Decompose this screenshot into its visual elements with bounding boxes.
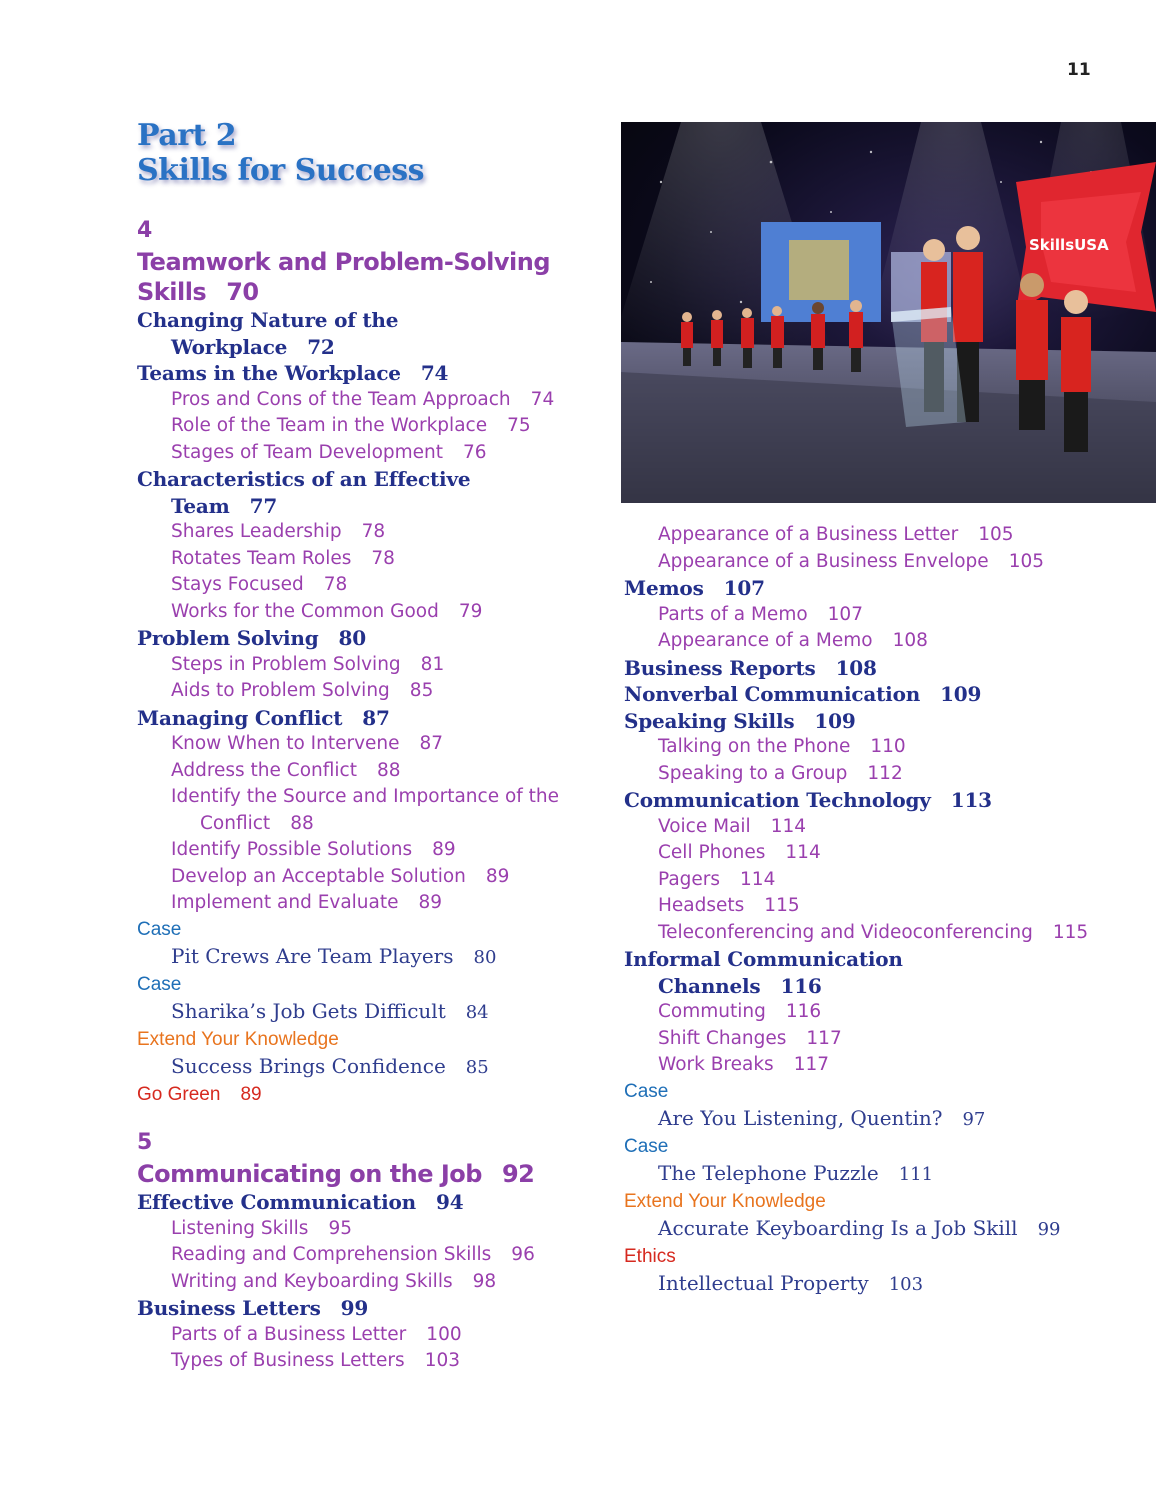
subsection-title: Work Breaks (658, 1054, 774, 1075)
page-ref: 78 (323, 574, 348, 595)
feature-label-case: Case (624, 1080, 669, 1102)
section-title: Characteristics of an Effective (137, 467, 471, 491)
chapter-title-line: Communicating on the Job (137, 1160, 482, 1188)
toc-subsection[interactable] (137, 1269, 587, 1296)
section-title: Business Letters (137, 1296, 321, 1320)
toc-section[interactable] (624, 946, 1124, 999)
section-title: Speaking Skills (624, 708, 795, 733)
toc-subsection[interactable] (624, 1052, 1124, 1079)
subsection-title: Pros and Cons of the Team Approach (171, 388, 511, 410)
page-ref: 108 (892, 630, 928, 651)
page-ref: 114 (740, 868, 776, 890)
subsection-title: Develop an Acceptable Solution (171, 865, 466, 887)
toc-section[interactable] (624, 575, 1124, 602)
page-ref: 88 (376, 759, 401, 781)
feature-label-case: Case (624, 1135, 669, 1157)
page-ref: 103 (424, 1350, 460, 1371)
page-ref: 74 (420, 361, 449, 385)
subsection-title: Shares Leadership (171, 521, 342, 542)
subsection-title: Types of Business Letters (171, 1350, 405, 1371)
section-title: Changing Nature of the (137, 308, 399, 332)
subsection-title: Appearance of a Memo (658, 630, 873, 651)
chapter-title[interactable] (137, 1159, 587, 1189)
toc-subsection[interactable] (624, 628, 1124, 655)
subsection-title: Parts of a Business Letter (171, 1323, 407, 1345)
toc-subsection[interactable] (137, 1348, 587, 1375)
feature-title: Success Brings Confidence (171, 1054, 446, 1078)
section-title: Informal Communication (624, 947, 903, 971)
subsection-title: Identify Possible Solutions (171, 839, 413, 860)
toc-subsection[interactable] (624, 549, 1124, 576)
feature-title: Intellectual Property (658, 1271, 869, 1295)
feature-label-extend: Extend Your Knowledge (624, 1190, 826, 1212)
toc-subsection[interactable] (137, 572, 587, 599)
subsection-title: Teleconferencing and Videoconferencing (658, 921, 1033, 943)
feature-title: Pit Crews Are Team Players (171, 944, 454, 968)
page-ref: 107 (723, 576, 765, 600)
go-green-entry[interactable] (137, 1082, 587, 1109)
feature-title: The Telephone Puzzle (658, 1161, 879, 1185)
page-ref: 80 (473, 947, 497, 968)
toc-subsection[interactable] (624, 920, 1124, 947)
chapter-number: 5 (137, 1130, 153, 1155)
page-ref: 103 (888, 1274, 924, 1295)
chapter-number: 4 (137, 218, 153, 243)
toc-subsection[interactable] (137, 890, 587, 917)
page-ref: 112 (867, 762, 903, 784)
subsection-title: Address the Conflict (171, 759, 357, 781)
toc-right-column (624, 522, 1124, 1299)
page-ref: 80 (338, 626, 366, 650)
toc-subsection[interactable] (137, 440, 587, 467)
toc-subsection[interactable] (137, 1216, 587, 1243)
toc-section[interactable] (137, 705, 587, 732)
feature-title: Are You Listening, Quentin? (658, 1106, 943, 1130)
subsection-title: Works for the Common Good (171, 600, 439, 622)
page-ref: 85 (465, 1057, 489, 1078)
toc-subsection[interactable] (624, 734, 1124, 761)
page-ref: 98 (472, 1270, 497, 1292)
page-ref: 95 (328, 1217, 352, 1239)
subsection-title: Parts of a Memo (658, 603, 808, 625)
page-ref: 105 (1008, 550, 1044, 572)
page-ref: 111 (898, 1164, 934, 1185)
page-ref: 113 (950, 788, 992, 812)
toc-subsection[interactable] (137, 1242, 587, 1269)
feature-title: Accurate Keyboarding Is a Job Skill (658, 1216, 1018, 1240)
subsection-title: Talking on the Phone (658, 736, 851, 757)
page-ref: 108 (835, 655, 877, 680)
page-ref: 89 (418, 892, 443, 913)
page-ref: 85 (409, 680, 434, 701)
toc-section[interactable] (137, 1189, 587, 1216)
subsection-title: Reading and Comprehension Skills (171, 1244, 492, 1265)
page-ref: 89 (432, 839, 456, 860)
page-ref: 94 (436, 1190, 464, 1214)
page-ref: 76 (463, 441, 487, 463)
feature-label-case: Case (137, 973, 182, 995)
feature-title: Sharika’s Job Gets Difficult (171, 999, 446, 1023)
toc-subsection[interactable] (137, 678, 587, 705)
section-title: Teams in the Workplace (137, 361, 401, 385)
toc-section[interactable] (137, 307, 587, 360)
toc-subsection[interactable] (624, 522, 1124, 549)
section-title: Effective Communication (137, 1190, 417, 1214)
toc-subsection[interactable] (624, 840, 1124, 867)
feature-label-ethics: Ethics (624, 1245, 676, 1267)
toc-subsection[interactable] (137, 413, 587, 440)
section-title: Memos (624, 576, 704, 600)
part-name: Skills for Success (137, 153, 425, 188)
toc-subsection[interactable] (624, 893, 1124, 920)
page-ref: 78 (371, 547, 395, 569)
feature-entry[interactable] (624, 1270, 1124, 1299)
toc-section[interactable] (137, 466, 587, 519)
page-ref: 107 (827, 603, 863, 625)
subsection-title: Cell Phones (658, 842, 766, 863)
feature-entry[interactable] (624, 1105, 1124, 1134)
page-ref: 109 (814, 708, 856, 733)
subsection-title: Headsets (658, 895, 745, 916)
chapter-title[interactable] (137, 247, 587, 307)
subsection-title: Writing and Keyboarding Skills (171, 1270, 453, 1292)
page-ref: 79 (458, 600, 483, 622)
subsection-title: Stays Focused (171, 574, 304, 595)
feature-entry[interactable] (137, 943, 587, 972)
part-number: Part 2 (137, 118, 237, 153)
subsection-title: Appearance of a Business Letter (658, 524, 959, 545)
page-ref: 114 (785, 842, 821, 863)
page-ref: 115 (1052, 921, 1089, 943)
skillsusa-stage-photo (621, 122, 1156, 503)
page-ref: 74 (530, 388, 555, 410)
page-ref: 78 (361, 521, 386, 542)
page-ref: 92 (501, 1160, 535, 1188)
page-ref: 70 (226, 278, 259, 306)
page-ref: 99 (1037, 1219, 1061, 1240)
subsection-title: Aids to Problem Solving (171, 680, 390, 701)
page-number: 11 (1067, 60, 1091, 80)
subsection-title: Rotates Team Roles (171, 547, 352, 569)
toc-section[interactable] (624, 787, 1124, 814)
toc-subsection[interactable] (137, 731, 587, 758)
page-ref: 88 (290, 812, 314, 834)
feature-label-case: Case (137, 918, 182, 940)
page-ref: 99 (340, 1296, 369, 1320)
subsection-title: Commuting (658, 1001, 766, 1022)
toc-subsection[interactable] (624, 1026, 1124, 1053)
toc-subsection[interactable] (137, 1322, 587, 1349)
feature-entry[interactable] (624, 1215, 1124, 1244)
toc-subsection[interactable] (137, 758, 587, 785)
page-ref: 89 (485, 865, 510, 887)
toc-subsection[interactable] (624, 814, 1124, 841)
toc-subsection[interactable] (624, 867, 1124, 894)
skillsusa-logo: SkillsUSA (1029, 236, 1109, 254)
page-ref: 110 (870, 736, 906, 757)
section-title: Business Reports (624, 655, 816, 680)
toc-section[interactable] (137, 360, 587, 387)
page-ref: 96 (511, 1244, 535, 1265)
page-ref: 116 (785, 1001, 822, 1022)
subsection-title: Role of the Team in the Workplace (171, 415, 488, 436)
subsection-title: Shift Changes (658, 1027, 787, 1049)
page-ref: 89 (240, 1083, 262, 1105)
section-title-cont: Team (171, 493, 230, 518)
toc-subsection[interactable] (137, 546, 587, 573)
feature-entry[interactable] (137, 1053, 587, 1082)
toc-subsection[interactable] (137, 599, 587, 626)
toc-section[interactable] (624, 681, 1124, 708)
subsection-title: Voice Mail (658, 815, 751, 837)
page-ref: 81 (420, 653, 445, 675)
toc-subsection[interactable] (137, 784, 587, 837)
toc-section[interactable] (624, 655, 1124, 682)
feature-label-extend: Extend Your Knowledge (137, 1028, 339, 1050)
toc-subsection[interactable] (624, 602, 1124, 629)
toc-section[interactable] (137, 1295, 587, 1322)
page-ref: 97 (962, 1109, 986, 1130)
page-ref: 105 (978, 524, 1014, 545)
page-ref: 87 (419, 733, 444, 754)
section-title: Problem Solving (137, 626, 319, 650)
toc-left-column (137, 214, 587, 1375)
toc-subsection[interactable] (137, 864, 587, 891)
toc-subsection[interactable] (624, 761, 1124, 788)
page-ref: 87 (362, 705, 390, 730)
toc-subsection[interactable] (624, 999, 1124, 1026)
chapter-title-line: Teamwork and Problem-Solving (137, 248, 550, 276)
section-title: Communication Technology (624, 788, 931, 812)
page-ref: 117 (806, 1027, 842, 1049)
page-ref: 109 (940, 682, 982, 706)
page-ref: 77 (249, 493, 278, 518)
subsection-title: Know When to Intervene (171, 733, 400, 754)
subsection-title-cont: Conflict (200, 812, 271, 834)
page-ref: 84 (465, 1002, 489, 1023)
section-title-cont: Channels (658, 973, 761, 998)
page-ref: 75 (507, 415, 531, 436)
toc-subsection[interactable] (137, 652, 587, 679)
feature-entry[interactable] (624, 1160, 1124, 1189)
section-title-cont: Workplace (171, 334, 288, 359)
page-ref: 114 (770, 815, 807, 837)
chapter-title-line: Skills (137, 278, 207, 306)
toc-subsection[interactable] (137, 837, 587, 864)
subsection-title: Appearance of a Business Envelope (658, 550, 989, 572)
section-title: Nonverbal Communication (624, 682, 921, 706)
subsection-title: Speaking to a Group (658, 762, 848, 784)
feature-entry[interactable] (137, 998, 587, 1027)
subsection-title: Listening Skills (171, 1217, 309, 1239)
section-title: Managing Conflict (137, 705, 343, 730)
page-ref: 100 (426, 1323, 462, 1345)
part-title (137, 118, 424, 188)
toc-section[interactable] (137, 625, 587, 652)
page-ref: 116 (780, 973, 822, 998)
page-ref: 72 (307, 334, 335, 359)
subsection-title: Pagers (658, 868, 721, 890)
subsection-title: Implement and Evaluate (171, 892, 399, 913)
toc-section[interactable] (624, 708, 1124, 735)
page-ref: 115 (764, 895, 800, 916)
subsection-title: Identify the Source and Importance of the (171, 786, 560, 807)
subsection-title: Steps in Problem Solving (171, 653, 401, 675)
page-ref: 117 (793, 1054, 830, 1075)
toc-subsection[interactable] (137, 519, 587, 546)
toc-subsection[interactable] (137, 387, 587, 414)
subsection-title: Stages of Team Development (171, 441, 444, 463)
feature-label-go-green: Go Green (137, 1083, 221, 1105)
